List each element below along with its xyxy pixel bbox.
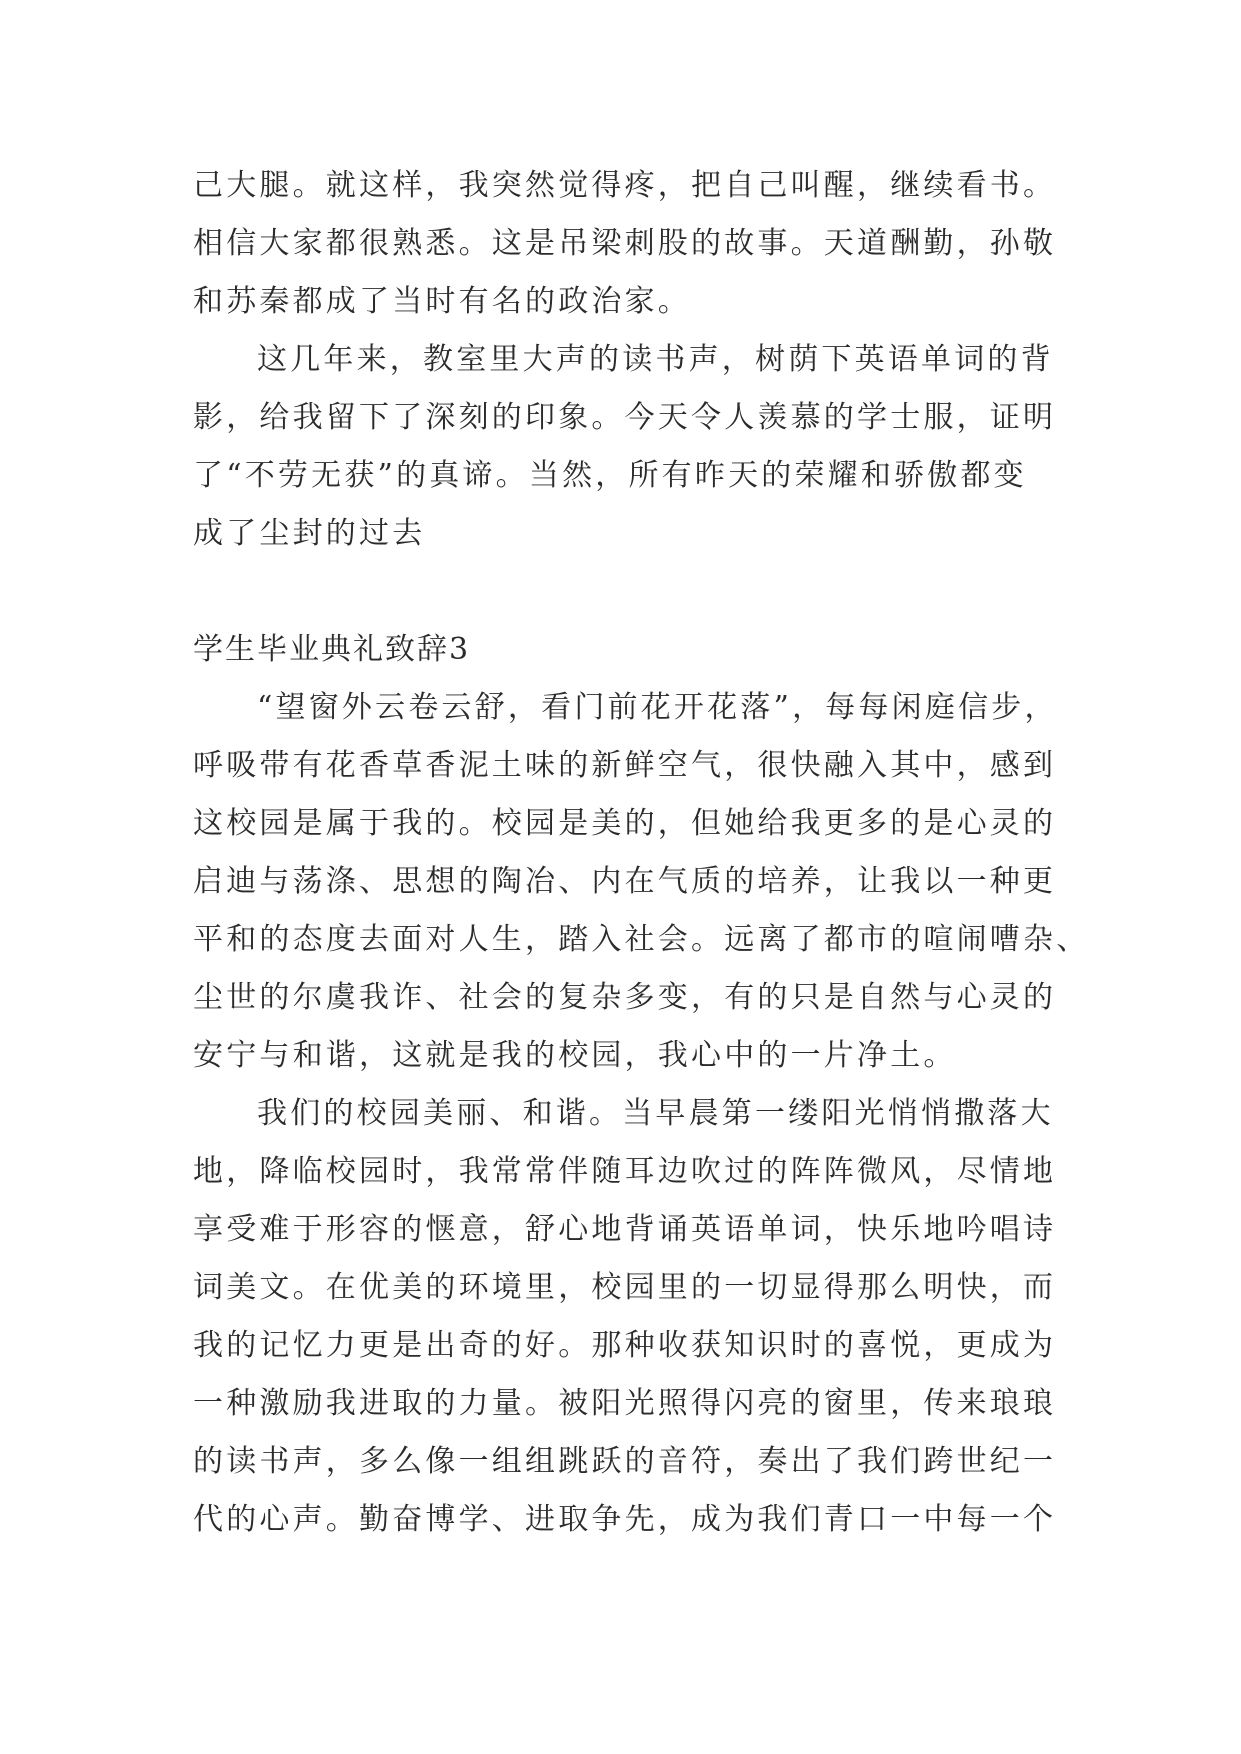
paragraph-3-line-2: 呼吸带有花香草香泥土味的新鲜空气，很快融入其中，感到 bbox=[193, 748, 1057, 783]
paragraph-2-line-3: 了“不劳无获”的真谛。当然，所有昨天的荣耀和骄傲都变 bbox=[193, 458, 1027, 493]
paragraph-3-line-1: “望窗外云卷云舒，看门前花开花落”，每每闲庭信步， bbox=[257, 690, 1058, 725]
paragraph-4-line-3: 享受难于形容的惬意，舒心地背诵英语单词，快乐地吟唱诗 bbox=[193, 1212, 1057, 1247]
paragraph-3-line-5: 平和的态度去面对人生，踏入社会。远离了都市的喧闹嘈杂、 bbox=[193, 922, 1090, 957]
paragraph-3-line-6: 尘世的尔虞我诈、社会的复杂多变，有的只是自然与心灵的 bbox=[193, 980, 1057, 1015]
paragraph-4-line-7: 的读书声，多么像一组组跳跃的音符，奏出了我们跨世纪一 bbox=[193, 1444, 1057, 1479]
paragraph-2-line-2: 影，给我留下了深刻的印象。今天令人羡慕的学士服，证明 bbox=[193, 400, 1057, 435]
paragraph-3-line-7: 安宁与和谐，这就是我的校园，我心中的一片净土。 bbox=[193, 1038, 957, 1073]
paragraph-2-line-4: 成了尘封的过去 bbox=[193, 516, 426, 551]
section-title: 学生毕业典礼致辞3 bbox=[193, 632, 471, 667]
paragraph-4-line-4: 词美文。在优美的环境里，校园里的一切显得那么明快，而 bbox=[193, 1270, 1057, 1305]
paragraph-4-line-2: 地，降临校园时，我常常伴随耳边吹过的阵阵微风，尽情地 bbox=[193, 1154, 1057, 1189]
paragraph-1-line-1: 己大腿。就这样，我突然觉得疼，把自己叫醒，继续看书。 bbox=[193, 168, 1057, 203]
paragraph-2-line-1: 这几年来，教室里大声的读书声，树荫下英语单词的背 bbox=[257, 342, 1054, 377]
paragraph-4-line-6: 一种激励我进取的力量。被阳光照得闪亮的窗里，传来琅琅 bbox=[193, 1386, 1057, 1421]
paragraph-1-line-2: 相信大家都很熟悉。这是吊梁刺股的故事。天道酬勤，孙敬 bbox=[193, 226, 1057, 261]
paragraph-1-line-3: 和苏秦都成了当时有名的政治家。 bbox=[193, 284, 691, 319]
paragraph-3-line-4: 启迪与荡涤、思想的陶冶、内在气质的培养，让我以一种更 bbox=[193, 864, 1057, 899]
paragraph-3-line-3: 这校园是属于我的。校园是美的，但她给我更多的是心灵的 bbox=[193, 806, 1057, 841]
paragraph-4-line-1: 我们的校园美丽、和谐。当早晨第一缕阳光悄悄撒落大 bbox=[257, 1096, 1054, 1131]
paragraph-4-line-5: 我的记忆力更是出奇的好。那种收获知识时的喜悦，更成为 bbox=[193, 1328, 1057, 1363]
paragraph-4-line-8: 代的心声。勤奋博学、进取争先，成为我们青口一中每一个 bbox=[193, 1502, 1057, 1537]
